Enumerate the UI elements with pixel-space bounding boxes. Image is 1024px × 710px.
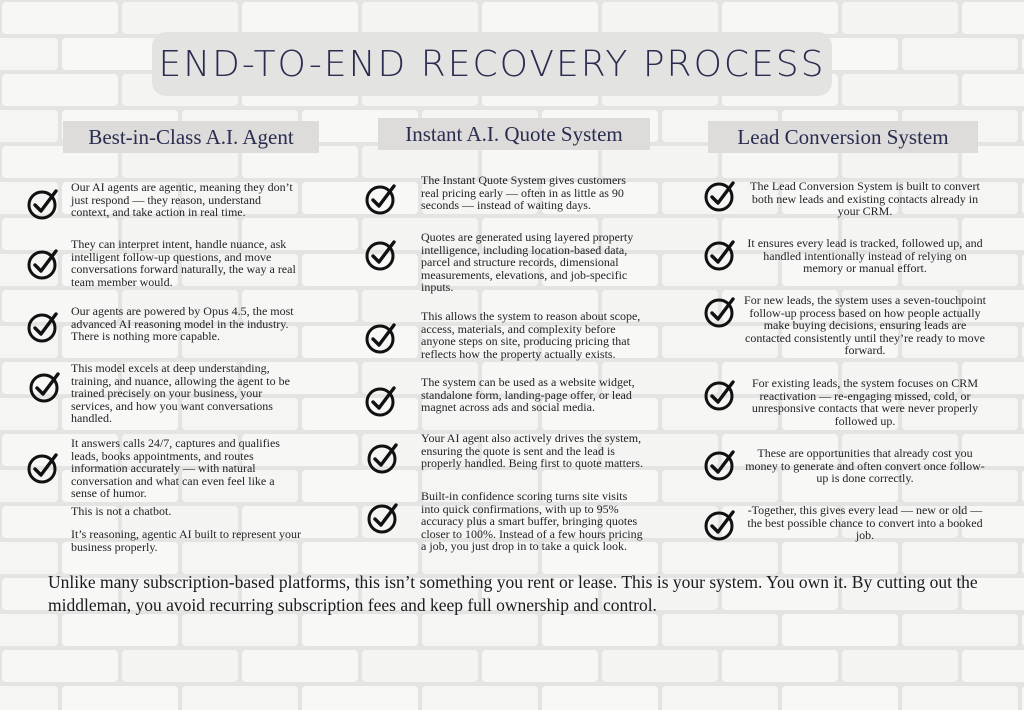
check-circle-icon [364, 182, 398, 216]
list-item: Your AI agent also actively drives the system, ensuring the quote is sent and the lead is properly handled. Being first to quote matters. [421, 431, 643, 470]
list-item: -Together, this gives every lead — new or old — the best possible chance to convert into a booked job. [747, 503, 983, 542]
check-circle-icon [703, 378, 737, 412]
title-banner [152, 32, 832, 96]
list-item: Our AI agents are agentic, meaning they don’t just respond — they reason, understand context, and take action in real time. [71, 180, 293, 219]
list-item: Quotes are generated using layered property intelligence, including location-based data, parcel and structure records, dimensional measurements, elevations, and job-specific inputs. [421, 230, 634, 294]
list-item: Built-in confidence scoring turns site visits into quick confirmations, with up to 95% accuracy plus a smart buffer, bringing quotes closer to 100%. Instead of a few hours pricing a job, you just drop in to take a quick look. [421, 489, 643, 553]
column-heading-ai-agent: Best-in-Class A.I. Agent [63, 121, 319, 153]
list-item: Our agents are powered by Opus 4.5, the most advanced AI reasoning model in the industry. There is nothing more capable. [71, 304, 294, 343]
check-circle-icon [28, 370, 62, 404]
ownership-statement: Unlike many subscription-based platforms, this isn’t something you rent or lease. This is your system. You own it. By cutting out the middleman, you avoid recurring subscription fees and keep full ownership and control. [48, 572, 978, 615]
check-circle-icon [366, 441, 400, 475]
list-item: The system can be used as a website widget, standalone form, landing-page offer, or lead magnet across ads and social media. [421, 375, 635, 414]
check-circle-icon [703, 238, 737, 272]
check-circle-icon [364, 321, 398, 355]
check-circle-icon [26, 451, 60, 485]
list-item: It ensures every lead is tracked, followed up, and handled intentionally instead of relying on memory or manual effort. [747, 236, 983, 275]
check-circle-icon [703, 179, 737, 213]
list-item: These are opportunities that already cost you money to generate and often convert once follow-up is done correctly. [745, 446, 985, 485]
check-circle-icon [364, 384, 398, 418]
check-circle-icon [26, 247, 60, 281]
list-item: It answers calls 24/7, captures and qualifies leads, books appointments, and routes information accurately — with natural conversation and what can even feel like a sense of humor. [71, 436, 280, 500]
statement-text: This is not a chatbot. [71, 504, 172, 518]
check-circle-icon [703, 508, 737, 542]
list-item: For existing leads, the system focuses on CRM reactivation — re-engaging missed, cold, or unresponsive contacts that were never properly followed up. [751, 376, 979, 428]
statement-text: It’s reasoning, agentic AI built to represent your business properly. [71, 527, 301, 554]
list-item: This allows the system to reason about scope, access, materials, and complexity before anyone steps on site, producing pricing that reflects how the property actually exists. [421, 309, 641, 361]
check-circle-icon [366, 501, 400, 535]
check-circle-icon [364, 238, 398, 272]
check-circle-icon [703, 448, 737, 482]
list-item: They can interpret intent, handle nuance, ask intelligent follow-up questions, and move conversations forward naturally, the way a real team member would. [71, 237, 296, 289]
list-item: For new leads, the system uses a seven-touchpoint follow-up process based on how people actually make buying decisions, ensuring leads are contacted consistently until they’re ready to move forward. [744, 293, 986, 357]
list-item: This model excels at deep understanding, training, and nuance, allowing the agent to be trained precisely on your business, your services, and how you want conversations handled. [71, 361, 290, 425]
column-heading-lead-conversion: Lead Conversion System [708, 121, 978, 153]
column-heading-quote-system: Instant A.I. Quote System [378, 118, 650, 150]
list-item: The Instant Quote System gives customers real pricing early — often in as little as 90 seconds — instead of waiting days. [421, 173, 626, 212]
page-title: END-TO-END RECOVERY PROCESS [158, 43, 826, 85]
list-item: The Lead Conversion System is built to convert both new leads and existing contacts already in your CRM. [750, 179, 980, 218]
check-circle-icon [26, 310, 60, 344]
check-circle-icon [26, 187, 60, 221]
check-circle-icon [703, 295, 737, 329]
